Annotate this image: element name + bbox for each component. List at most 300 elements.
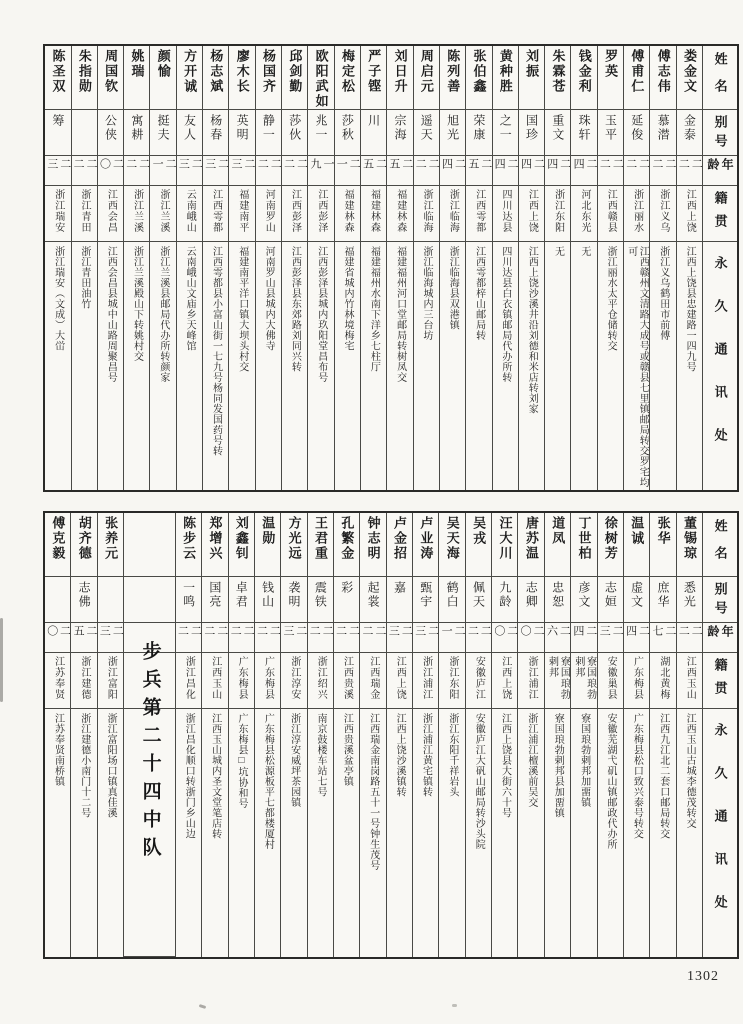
person-column (650, 46, 676, 490)
origin-cell-text: 浙江浦江 (420, 656, 432, 700)
person-column (177, 46, 203, 490)
age-cell-text: 二〇 (519, 625, 544, 639)
age-cell-text: 二一 (151, 158, 176, 172)
address-cell-text: 浙江瑞安（文成）大峃 (52, 246, 64, 351)
name-cell-text: 温诚 (629, 516, 645, 546)
origin-cell (624, 653, 649, 709)
origin-cell-text: 江西玉山 (684, 656, 696, 700)
person-column (71, 513, 97, 957)
name-cell (518, 513, 543, 577)
address-cell-text: 安徽庐江大矾山邮局转沙头院 (473, 713, 485, 850)
alias-cell-text: 珠轩 (577, 114, 592, 142)
address-cell-text: 福建福州河口堂邮局转树凤交 (394, 246, 406, 383)
name-cell-text: 张华 (655, 516, 671, 546)
name-cell (98, 513, 123, 577)
origin-cell-text: 浙江淳安 (288, 656, 300, 700)
alias-cell (98, 110, 123, 156)
name-cell (308, 513, 333, 577)
age-cell (571, 623, 596, 653)
origin-cell-text: 浙江青田 (79, 189, 91, 233)
header-alias-cell (703, 577, 737, 623)
address-cell (71, 709, 96, 957)
address-cell (202, 709, 227, 957)
header-address-label: 永久通讯处 (712, 256, 728, 471)
alias-cell (45, 110, 70, 156)
age-cell (598, 623, 623, 653)
origin-cell (466, 653, 491, 709)
age-cell (650, 623, 675, 653)
alias-cell (650, 110, 675, 156)
address-cell-text: 四川达县白衣镇邮局代办所转 (499, 246, 511, 383)
person-column (229, 46, 255, 490)
name-cell (282, 46, 307, 110)
alias-cell-text: 庶华 (656, 581, 671, 609)
origin-cell (72, 186, 97, 242)
name-cell-text: 钟志明 (365, 516, 381, 561)
age-cell-text: 二三 (413, 625, 439, 639)
age-cell-text: 二三 (281, 625, 307, 639)
person-column (518, 513, 544, 957)
age-cell-text: 二二 (466, 625, 492, 639)
origin-cell (45, 186, 70, 242)
origin-cell-text: 江西上饶 (394, 656, 406, 700)
age-cell-text: 二二 (124, 158, 150, 172)
age-cell (124, 156, 149, 186)
age-cell (98, 623, 123, 653)
origin-cell (98, 186, 123, 242)
header-name-cell (703, 513, 737, 577)
origin-cell (413, 653, 438, 709)
age-cell (598, 156, 623, 186)
name-cell-text: 徐树芳 (602, 516, 618, 561)
age-cell-text: 二二 (598, 158, 624, 172)
name-cell-text: 唐苏温 (523, 516, 539, 561)
alias-cell (387, 577, 412, 623)
address-cell-text: 广东梅县松源板平七都楼厦村 (262, 713, 274, 850)
header-name-label: 姓名 (712, 52, 728, 106)
address-cell (281, 709, 306, 957)
origin-cell (360, 653, 385, 709)
alias-cell-text: 彦文 (576, 581, 591, 609)
origin-cell-text: 四川达县 (500, 189, 512, 233)
address-cell-text: 江西彭泽县东郊路刘同兴转 (289, 246, 301, 372)
age-cell-text: 二一 (335, 158, 360, 172)
person-column (334, 513, 360, 957)
origin-cell (256, 186, 281, 242)
alias-cell (308, 577, 333, 623)
origin-cell (150, 186, 175, 242)
alias-cell-text: 一鸣 (181, 581, 196, 609)
address-cell (440, 242, 465, 490)
address-cell-text: 浙江青田油竹 (78, 246, 90, 309)
origin-cell (229, 186, 254, 242)
name-cell-text: 姚瑞 (129, 49, 145, 79)
origin-cell (493, 186, 518, 242)
alias-cell-text: 袭明 (287, 581, 301, 609)
person-column (598, 513, 624, 957)
origin-cell (414, 186, 439, 242)
alias-cell-text: 英明 (235, 114, 250, 142)
name-cell-text: 周国钦 (103, 49, 119, 94)
age-cell-text: 二二 (651, 158, 676, 172)
alias-cell-text: 志佛 (77, 581, 92, 609)
address-cell (150, 242, 175, 490)
origin-cell (281, 653, 306, 709)
origin-cell (677, 653, 702, 709)
address-cell-text: 江西贵溪盆亭镇 (341, 713, 353, 787)
person-column (650, 513, 676, 957)
age-cell-text: 二五 (387, 158, 413, 172)
alias-cell (545, 577, 570, 623)
address-cell (282, 242, 307, 490)
alias-cell-text: 延俊 (629, 114, 644, 142)
address-cell (439, 709, 464, 957)
address-cell-text: 河南罗山县城内大佛寺 (263, 246, 275, 351)
alias-cell (255, 577, 280, 623)
name-cell-text: 刘日升 (392, 49, 408, 94)
age-cell-text: 二三 (45, 158, 71, 172)
alias-cell-text: 玉平 (603, 114, 618, 142)
alias-cell (677, 110, 702, 156)
header-origin-label: 籍贯 (712, 191, 728, 237)
age-cell (256, 156, 281, 186)
person-column (466, 46, 492, 490)
age-cell-text: 二二 (677, 625, 702, 639)
name-cell (387, 46, 412, 110)
address-cell (176, 709, 201, 957)
age-cell-text: 二二 (202, 625, 228, 639)
header-age-label: 年龄 (706, 625, 735, 639)
origin-cell-text: 浙江瑞安 (52, 189, 64, 233)
alias-cell (177, 110, 202, 156)
origin-cell-text: 浙江丽水 (631, 189, 643, 233)
address-cell (308, 242, 333, 490)
name-cell-text: 温勋 (260, 516, 276, 546)
person-column (150, 46, 176, 490)
name-cell-text: 董锡琼 (681, 516, 697, 561)
origin-cell-text: 江西贵溪 (341, 656, 353, 700)
origin-cell-text: 江西上饶 (684, 189, 696, 233)
address-cell-text: 江西雩都梓山邮局转 (473, 246, 485, 341)
address-cell-text: 安徽芜湖弋矶山镇邮政代办所 (604, 713, 616, 850)
header-origin-cell (703, 186, 737, 242)
origin-cell (439, 653, 464, 709)
origin-cell-text: 江西会昌 (105, 189, 117, 233)
origin-cell (334, 653, 359, 709)
person-column (413, 513, 439, 957)
origin-cell-text: 湖北黄梅 (657, 656, 669, 700)
origin-cell-text: 广东梅县 (631, 656, 643, 700)
age-cell (624, 623, 649, 653)
age-cell (624, 156, 649, 186)
address-cell (650, 709, 675, 957)
age-cell (466, 156, 491, 186)
origin-cell (545, 653, 570, 709)
person-column (545, 46, 571, 490)
alias-cell-text: 杨春 (208, 114, 223, 142)
age-cell (308, 623, 333, 653)
name-cell-text: 郑增兴 (207, 516, 223, 561)
age-cell (677, 156, 702, 186)
unit-label-column (124, 513, 176, 957)
alias-cell (518, 577, 543, 623)
alias-cell (282, 110, 307, 156)
address-cell-text: 浙江丽水太平仓储转交 (605, 246, 617, 351)
origin-cell-text: 江西彭泽 (289, 189, 301, 233)
origin-cell (45, 653, 70, 709)
age-cell-text: 二四 (519, 158, 545, 172)
age-cell-text: 二四 (572, 158, 597, 172)
name-cell-text: 卢业涛 (418, 516, 434, 561)
header-address-label: 永久通讯处 (712, 723, 728, 938)
name-cell-text: 朱指勋 (76, 49, 92, 94)
address-cell (203, 242, 228, 490)
age-cell (440, 156, 465, 186)
origin-cell-text: 浙江临海 (447, 189, 459, 233)
alias-cell-text: 筹 (50, 114, 65, 128)
origin-cell (466, 186, 491, 242)
alias-cell-text: 彩 (339, 581, 354, 595)
name-cell-text: 汪大川 (497, 516, 513, 561)
name-cell-text: 卢金招 (392, 516, 408, 561)
age-cell (360, 623, 385, 653)
origin-cell-text: 浙江昌化 (183, 656, 195, 700)
person-column (387, 46, 413, 490)
alias-cell-text: 钱山 (260, 581, 275, 609)
name-cell (387, 513, 412, 577)
origin-cell (202, 653, 227, 709)
name-cell-text: 严子铿 (366, 49, 382, 94)
person-column (281, 513, 307, 957)
header-alias-label: 别号 (712, 582, 728, 620)
address-cell (45, 242, 70, 490)
age-cell (387, 623, 412, 653)
name-cell-text: 傅甫仁 (629, 49, 645, 94)
age-cell (492, 623, 517, 653)
address-cell-text: 南京鼓楼车站七号 (315, 713, 327, 797)
address-cell (308, 709, 333, 957)
alias-cell-text: 佩天 (471, 581, 486, 609)
age-cell-text: 二五 (72, 625, 97, 639)
name-cell-text: 方光远 (286, 516, 302, 561)
name-cell (413, 513, 438, 577)
person-column (677, 46, 703, 490)
address-cell-text: 江西赣州文清路大成号或赣县七里镇邮局转交罗宅均可 (625, 246, 649, 488)
age-cell (545, 623, 570, 653)
address-cell-text: 江西上饶沙溪井沿刘德和米店转刘家 (526, 246, 538, 414)
name-cell (308, 46, 333, 110)
name-cell (150, 46, 175, 110)
alias-cell (439, 577, 464, 623)
age-cell-text: 二二 (229, 625, 254, 639)
address-cell-text: 无 (552, 246, 564, 257)
name-cell (440, 46, 465, 110)
age-cell (493, 156, 518, 186)
header-age-label: 年龄 (706, 158, 735, 172)
name-cell (334, 513, 359, 577)
address-cell (335, 242, 360, 490)
origin-cell-text: 江西上饶 (499, 656, 511, 700)
name-cell (124, 46, 149, 110)
origin-cell (229, 653, 254, 709)
ink-speck (199, 1004, 207, 1009)
origin-cell (71, 653, 96, 709)
age-cell-text: 二五 (361, 158, 387, 172)
age-cell-text: 二二 (677, 158, 702, 172)
age-cell-text: 二二 (414, 158, 439, 172)
alias-cell (624, 110, 649, 156)
origin-cell-text: 江西上饶 (526, 189, 538, 233)
header-name-label: 姓名 (712, 519, 728, 573)
address-cell-text: 浙江义乌鹤田市前傅 (657, 246, 669, 341)
name-cell (202, 513, 227, 577)
person-column (466, 513, 492, 957)
origin-cell-text: 浙江富阳 (105, 656, 117, 700)
address-cell (177, 242, 202, 490)
address-cell (466, 709, 491, 957)
address-cell-text: 浙江淳安威坪茶园镇 (288, 713, 300, 808)
origin-cell-text: 江西玉山 (209, 656, 221, 700)
name-cell (677, 46, 702, 110)
name-cell (650, 513, 675, 577)
address-cell-text: 江西玉山城内圣文堂笔店转 (209, 713, 221, 839)
alias-cell (308, 110, 333, 156)
name-cell (335, 46, 360, 110)
age-cell-text: 二四 (493, 158, 518, 172)
origin-cell-text: 浙江建德 (78, 656, 90, 700)
name-cell (466, 513, 491, 577)
origin-cell (545, 186, 570, 242)
alias-cell-text: 国珍 (524, 114, 539, 142)
origin-cell-text: 河北东光 (578, 189, 590, 233)
alias-cell-text: 嘉 (392, 581, 407, 595)
name-cell (624, 46, 649, 110)
origin-cell-text: 江西雩都 (210, 189, 222, 233)
person-column (545, 513, 571, 957)
unit-designation-label: 步兵第二十四中队 (139, 641, 161, 865)
alias-cell-text: 静一 (261, 114, 276, 142)
age-cell (282, 156, 307, 186)
person-column (439, 513, 465, 957)
age-cell-text: 二二 (308, 625, 333, 639)
address-cell-text: 寮国琅勃剌邦加畱镇 (578, 713, 590, 808)
person-column (255, 513, 281, 957)
name-cell-text: 刘鑫钊 (233, 516, 249, 561)
age-cell (150, 156, 175, 186)
age-cell-text: 二三 (203, 158, 229, 172)
age-cell-text: 二七 (650, 625, 676, 639)
origin-cell (98, 653, 123, 709)
origin-cell (492, 653, 517, 709)
alias-cell (414, 110, 439, 156)
alias-cell (492, 577, 517, 623)
age-cell (518, 623, 543, 653)
name-cell (598, 513, 623, 577)
origin-cell (308, 653, 333, 709)
name-cell-text: 杨国齐 (261, 49, 276, 94)
origin-cell (571, 653, 596, 709)
address-cell-text: 福建南平洋口镇大坝头村交 (236, 246, 248, 372)
address-cell (598, 709, 623, 957)
alias-cell-text: 莎秋 (340, 114, 355, 142)
address-cell (361, 242, 386, 490)
origin-cell-text: 浙江东阳 (552, 189, 564, 233)
scan-edge-smudge (0, 618, 3, 702)
age-cell-text: 二三 (98, 625, 124, 639)
name-cell (492, 513, 517, 577)
alias-cell (571, 110, 596, 156)
name-cell-text: 张伯鑫 (471, 49, 487, 94)
name-cell-text: 吴戎 (471, 516, 487, 546)
address-cell (624, 709, 649, 957)
alias-cell-text: 遥天 (419, 114, 434, 142)
origin-cell-text: 浙江浦江 (526, 656, 538, 700)
alias-cell (335, 110, 360, 156)
address-cell (492, 709, 517, 957)
alias-cell-text: 重文 (550, 114, 565, 142)
address-cell (387, 242, 412, 490)
address-cell-text: 浙江浦江檀溪前吴交 (525, 713, 537, 808)
alias-cell (598, 110, 623, 156)
name-cell-text: 颜愉 (155, 49, 171, 79)
origin-cell-text: 浙江兰溪 (131, 189, 143, 233)
person-column (360, 513, 386, 957)
origin-cell-text: 安徽巢县 (605, 656, 617, 700)
origin-cell-text: 福建林森 (394, 189, 406, 233)
origin-cell (650, 186, 675, 242)
person-column (124, 46, 150, 490)
origin-cell (677, 186, 702, 242)
header-column (703, 513, 737, 957)
name-cell (414, 46, 439, 110)
header-name-cell (703, 46, 737, 110)
alias-cell (677, 577, 702, 623)
alias-cell-text: 莎伙 (287, 114, 302, 142)
name-cell-text: 陈步云 (181, 516, 197, 561)
address-cell-text: 江西上饶县忠建路一四九号 (684, 246, 696, 372)
address-cell-text: 江西彭泽县城内玖阳堂昌布号 (315, 246, 327, 383)
age-cell (439, 623, 464, 653)
age-cell-text: 二三 (177, 158, 203, 172)
address-cell-text: 浙江东阳千祥岩头 (446, 713, 458, 797)
name-cell-text: 周启元 (418, 49, 434, 94)
alias-cell-text: 国亮 (207, 581, 222, 609)
name-cell-text: 刘振 (524, 49, 540, 79)
name-cell-text: 傅志伟 (655, 49, 671, 94)
name-cell (466, 46, 491, 110)
origin-cell-text: 寮国琅勃剌邦 (572, 656, 596, 700)
header-age-cell (703, 623, 737, 653)
alias-cell-text: 起裳 (366, 581, 381, 609)
address-cell (413, 709, 438, 957)
age-cell-text: 二四 (571, 625, 597, 639)
origin-cell-text: 安徽庐江 (473, 656, 485, 700)
address-cell-text: 江西玉山古城李德茂转交 (684, 713, 696, 829)
alias-cell-text: 兆一 (314, 114, 329, 142)
person-column (677, 513, 703, 957)
person-column (361, 46, 387, 490)
origin-cell-text: 浙江临海 (421, 189, 433, 233)
address-cell-text: 福建福州水南下洋乡七柱厅 (368, 246, 380, 372)
alias-cell-text: 挺夫 (156, 114, 171, 142)
name-cell (545, 513, 570, 577)
age-cell-text: 二五 (466, 158, 492, 172)
name-cell (98, 46, 123, 110)
alias-cell-text: 旭光 (445, 114, 460, 142)
alias-cell (150, 110, 175, 156)
origin-cell (203, 186, 228, 242)
page-number: 1302 (687, 969, 719, 984)
